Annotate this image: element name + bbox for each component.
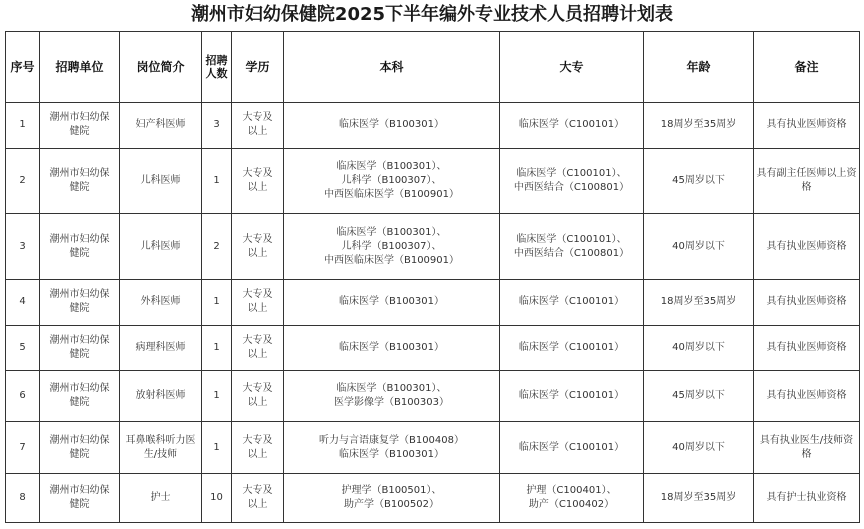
row-number: 3 <box>6 214 40 280</box>
table-row <box>6 280 860 326</box>
recruiting-unit: 潮州市妇幼保健院 <box>40 474 120 523</box>
bachelor-majors-line: 临床医学（B100301） <box>338 341 445 353</box>
bachelor-majors-line: 儿科学（B100307）、 <box>341 240 442 252</box>
hire-count: 1 <box>202 148 232 214</box>
college-majors <box>500 214 644 280</box>
row-number: 1 <box>6 103 40 149</box>
bachelor-majors <box>284 325 500 371</box>
header-cell: 本科 <box>284 32 500 103</box>
bachelor-majors-line: 中西医临床医学（B100901） <box>323 188 460 200</box>
college-majors <box>500 280 644 326</box>
header-cell: 招聘人数 <box>202 32 232 103</box>
education-requirement: 大专及以上 <box>232 148 284 214</box>
college-majors <box>500 421 644 474</box>
bachelor-majors-line: 临床医学（B100301）、 <box>336 226 447 238</box>
bachelor-majors-line: 中西医临床医学（B100901） <box>323 254 460 266</box>
college-majors-line: 助产（C100402） <box>528 499 615 511</box>
row-number: 5 <box>6 325 40 371</box>
remarks: 具有执业医师资格 <box>754 214 860 280</box>
table-row <box>6 103 860 149</box>
age-requirement: 40周岁以下 <box>644 325 754 371</box>
position-name: 儿科医师 <box>120 214 202 280</box>
remarks: 具有执业医师资格 <box>754 325 860 371</box>
education-requirement: 大专及以上 <box>232 325 284 371</box>
college-majors-line: 中西医结合（C100801） <box>513 247 630 259</box>
recruitment-plan-table <box>5 31 860 523</box>
college-majors-line: 临床医学（C100101） <box>518 296 625 308</box>
hire-count: 10 <box>202 474 232 523</box>
age-requirement: 18周岁至35周岁 <box>644 103 754 149</box>
position-name: 外科医师 <box>120 280 202 326</box>
education-requirement: 大专及以上 <box>232 371 284 422</box>
recruiting-unit: 潮州市妇幼保健院 <box>40 148 120 214</box>
college-majors-line: 中西医结合（C100801） <box>513 181 630 193</box>
college-majors-line: 临床医学（C100101）、 <box>516 233 627 245</box>
bachelor-majors-line: 临床医学（B100301） <box>338 296 445 308</box>
position-name: 耳鼻喉科听力医生/技师 <box>120 421 202 474</box>
bachelor-majors-line: 助产学（B100502） <box>343 499 440 511</box>
recruiting-unit: 潮州市妇幼保健院 <box>40 325 120 371</box>
bachelor-majors <box>284 421 500 474</box>
college-majors-line: 护理（C100401）、 <box>526 485 617 497</box>
college-majors-line: 临床医学（C100101） <box>518 389 625 401</box>
bachelor-majors-line: 临床医学（B100301）、 <box>336 160 447 172</box>
bachelor-majors-line: 医学影像学（B100303） <box>333 396 450 408</box>
header-cell: 岗位简介 <box>120 32 202 103</box>
age-requirement: 40周岁以下 <box>644 421 754 474</box>
hire-count: 1 <box>202 371 232 422</box>
education-requirement: 大专及以上 <box>232 103 284 149</box>
college-majors-line: 临床医学（C100101）、 <box>516 167 627 179</box>
bachelor-majors-line: 临床医学（B100301） <box>338 448 445 460</box>
bachelor-majors <box>284 103 500 149</box>
college-majors <box>500 148 644 214</box>
bachelor-majors-line: 听力与言语康复学（B100408） <box>318 434 465 446</box>
recruiting-unit: 潮州市妇幼保健院 <box>40 280 120 326</box>
position-name: 护士 <box>120 474 202 523</box>
row-number: 6 <box>6 371 40 422</box>
row-number: 2 <box>6 148 40 214</box>
header-cell: 大专 <box>500 32 644 103</box>
hire-count: 1 <box>202 280 232 326</box>
hire-count: 1 <box>202 325 232 371</box>
age-requirement: 18周岁至35周岁 <box>644 280 754 326</box>
remarks: 具有执业医师资格 <box>754 371 860 422</box>
header-cell: 年龄 <box>644 32 754 103</box>
table-row <box>6 474 860 523</box>
college-majors <box>500 371 644 422</box>
position-name: 妇产科医师 <box>120 103 202 149</box>
table-row <box>6 214 860 280</box>
education-requirement: 大专及以上 <box>232 474 284 523</box>
college-majors-line: 临床医学（C100101） <box>518 341 625 353</box>
remarks: 具有执业医生/技师资格 <box>754 421 860 474</box>
bachelor-majors <box>284 214 500 280</box>
college-majors <box>500 474 644 523</box>
college-majors <box>500 325 644 371</box>
hire-count: 3 <box>202 103 232 149</box>
table-row <box>6 421 860 474</box>
age-requirement: 18周岁至35周岁 <box>644 474 754 523</box>
hire-count: 1 <box>202 421 232 474</box>
header-cell: 备注 <box>754 32 860 103</box>
bachelor-majors <box>284 148 500 214</box>
table-header-row <box>6 32 860 103</box>
header-cell: 序号 <box>6 32 40 103</box>
table-row <box>6 371 860 422</box>
age-requirement: 45周岁以下 <box>644 148 754 214</box>
table-row <box>6 325 860 371</box>
education-requirement: 大专及以上 <box>232 214 284 280</box>
table-row <box>6 148 860 214</box>
remarks: 具有执业医师资格 <box>754 103 860 149</box>
remarks: 具有执业医师资格 <box>754 280 860 326</box>
page-title: 潮州市妇幼保健院2025下半年编外专业技术人员招聘计划表 <box>190 4 674 25</box>
recruiting-unit: 潮州市妇幼保健院 <box>40 371 120 422</box>
recruiting-unit: 潮州市妇幼保健院 <box>40 103 120 149</box>
bachelor-majors-line: 护理学（B100501）、 <box>341 485 442 497</box>
remarks: 具有护士执业资格 <box>754 474 860 523</box>
education-requirement: 大专及以上 <box>232 421 284 474</box>
bachelor-majors-line: 儿科学（B100307）、 <box>341 174 442 186</box>
header-cell: 学历 <box>232 32 284 103</box>
bachelor-majors-line: 临床医学（B100301） <box>338 119 445 131</box>
education-requirement: 大专及以上 <box>232 280 284 326</box>
recruiting-unit: 潮州市妇幼保健院 <box>40 421 120 474</box>
position-name: 儿科医师 <box>120 148 202 214</box>
row-number: 7 <box>6 421 40 474</box>
bachelor-majors <box>284 474 500 523</box>
position-name: 病理科医师 <box>120 325 202 371</box>
position-name: 放射科医师 <box>120 371 202 422</box>
row-number: 8 <box>6 474 40 523</box>
remarks: 具有副主任医师以上资格 <box>754 148 860 214</box>
college-majors <box>500 103 644 149</box>
age-requirement: 40周岁以下 <box>644 214 754 280</box>
header-cell: 招聘单位 <box>40 32 120 103</box>
hire-count: 2 <box>202 214 232 280</box>
bachelor-majors <box>284 280 500 326</box>
college-majors-line: 临床医学（C100101） <box>518 441 625 453</box>
age-requirement: 45周岁以下 <box>644 371 754 422</box>
recruiting-unit: 潮州市妇幼保健院 <box>40 214 120 280</box>
bachelor-majors-line: 临床医学（B100301）、 <box>336 382 447 394</box>
bachelor-majors <box>284 371 500 422</box>
college-majors-line: 临床医学（C100101） <box>518 119 625 131</box>
row-number: 4 <box>6 280 40 326</box>
